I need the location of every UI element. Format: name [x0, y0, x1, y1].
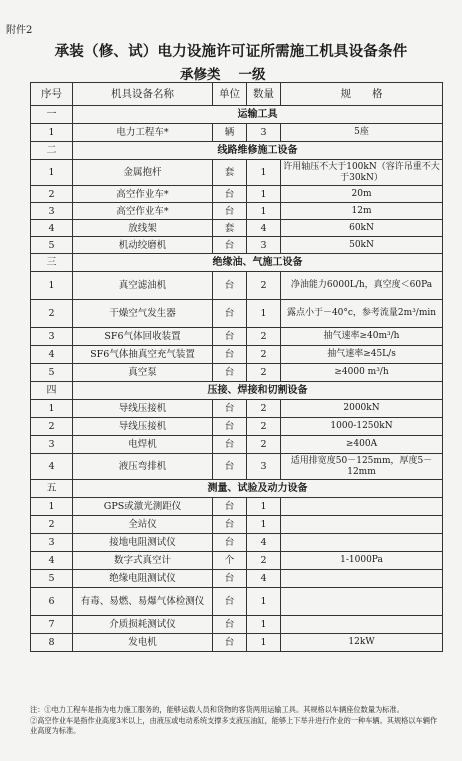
item-unit: 台	[213, 237, 247, 254]
item-quantity: 2	[247, 400, 281, 418]
item-name: SF6气体回收装置	[73, 328, 213, 346]
header-unit: 单位	[213, 83, 247, 106]
item-spec: 12m	[281, 203, 443, 220]
item-unit: 台	[213, 418, 247, 436]
item-number: 1	[31, 124, 73, 142]
section-row	[31, 254, 443, 272]
table-row	[31, 616, 443, 634]
item-name: 高空作业车*	[73, 203, 213, 220]
item-unit: 台	[213, 454, 247, 480]
item-name: 接地电阻测试仪	[73, 534, 213, 552]
item-number: 1	[31, 400, 73, 418]
item-spec: 20m	[281, 186, 443, 203]
note-2: ②高空作业车是指作业高度3米以上，由液压或电动系统支撑多支液压油缸，能够上下举升进行作业的一种车辆。其规格以车辆作业高度为标准。	[30, 715, 438, 735]
section-number: 三	[31, 254, 73, 272]
section-title: 压接、焊接和切割设备	[73, 382, 443, 400]
item-unit: 台	[213, 346, 247, 364]
table-row	[31, 552, 443, 570]
item-quantity: 2	[247, 436, 281, 454]
item-name: 数字式真空计	[73, 552, 213, 570]
item-number: 4	[31, 220, 73, 237]
table-row	[31, 328, 443, 346]
item-name: 金属抱杆	[73, 160, 213, 186]
item-unit: 个	[213, 552, 247, 570]
item-number: 4	[31, 552, 73, 570]
item-spec	[281, 516, 443, 534]
table-row	[31, 436, 443, 454]
item-spec	[281, 570, 443, 588]
item-unit: 台	[213, 400, 247, 418]
table-row	[31, 124, 443, 142]
section-number: 四	[31, 382, 73, 400]
item-unit: 台	[213, 364, 247, 382]
item-spec: 净油能力6000L/h，真空度＜60Pa	[281, 272, 443, 300]
level-label: 一级	[238, 67, 266, 83]
table-row	[31, 498, 443, 516]
item-number: 4	[31, 346, 73, 364]
item-unit: 台	[213, 634, 247, 652]
item-quantity: 2	[247, 418, 281, 436]
item-spec: 50kN	[281, 237, 443, 254]
table-row	[31, 588, 443, 616]
header-qty: 数量	[247, 83, 281, 106]
item-quantity: 1	[247, 516, 281, 534]
item-number: 3	[31, 436, 73, 454]
item-unit: 台	[213, 534, 247, 552]
item-spec: ≥4000 m³/h	[281, 364, 443, 382]
item-name: 机动绞磨机	[73, 237, 213, 254]
item-quantity: 2	[247, 552, 281, 570]
item-quantity: 1	[247, 203, 281, 220]
item-spec: 抽气速率≥40m³/h	[281, 328, 443, 346]
item-number: 2	[31, 516, 73, 534]
item-name: 电焊机	[73, 436, 213, 454]
item-number: 2	[31, 418, 73, 436]
section-number: 五	[31, 480, 73, 498]
item-spec	[281, 588, 443, 616]
item-name: 真空泵	[73, 364, 213, 382]
equipment-table	[30, 82, 443, 652]
item-quantity: 2	[247, 346, 281, 364]
item-unit: 台	[213, 498, 247, 516]
item-quantity: 4	[247, 570, 281, 588]
header-num: 序号	[31, 83, 73, 106]
document-title: 承装（修、试）电力设施许可证所需施工机具设备条件	[54, 43, 408, 60]
item-number: 3	[31, 534, 73, 552]
item-spec: ≥400A	[281, 436, 443, 454]
section-number: 二	[31, 142, 73, 160]
item-unit: 台	[213, 300, 247, 328]
item-unit: 台	[213, 436, 247, 454]
item-unit: 台	[213, 588, 247, 616]
item-quantity: 1	[247, 498, 281, 516]
item-name: 导线压接机	[73, 400, 213, 418]
item-quantity: 2	[247, 272, 281, 300]
item-spec	[281, 534, 443, 552]
table-row	[31, 160, 443, 186]
item-quantity: 1	[247, 160, 281, 186]
table-row	[31, 237, 443, 254]
section-row	[31, 382, 443, 400]
table-header-row	[31, 83, 443, 106]
section-title: 绝缘油、气施工设备	[73, 254, 443, 272]
item-number: 5	[31, 570, 73, 588]
table-row	[31, 400, 443, 418]
section-title: 线路维修施工设备	[73, 142, 443, 160]
item-quantity: 4	[247, 534, 281, 552]
item-spec: 许用轴压不大于100kN（容许吊重不大于30kN）	[281, 160, 443, 186]
item-unit: 台	[213, 272, 247, 300]
item-number: 1	[31, 160, 73, 186]
item-quantity: 2	[247, 328, 281, 346]
attachment-label: 附件2	[6, 25, 33, 36]
item-number: 5	[31, 364, 73, 382]
note-1: 注：①电力工程车是指为电力施工服务的，能够运载人员和货物的客货两用运输工具。其规格以车辆座位数量为标准。	[30, 705, 404, 714]
table-row	[31, 418, 443, 436]
table-row	[31, 516, 443, 534]
table-body	[31, 106, 443, 652]
item-spec: 60kN	[281, 220, 443, 237]
item-spec: 适用排宽度50－125mm，厚度5－12mm	[281, 454, 443, 480]
item-spec: 5座	[281, 124, 443, 142]
section-number: 一	[31, 106, 73, 124]
item-number: 8	[31, 634, 73, 652]
item-unit: 台	[213, 203, 247, 220]
item-unit: 台	[213, 328, 247, 346]
item-number: 7	[31, 616, 73, 634]
table-row	[31, 300, 443, 328]
item-quantity: 3	[247, 454, 281, 480]
item-name: 放线架	[73, 220, 213, 237]
section-title: 测量、试验及动力设备	[73, 480, 443, 498]
table-row	[31, 220, 443, 237]
notes	[30, 705, 444, 737]
item-name: 导线压接机	[73, 418, 213, 436]
section-row	[31, 142, 443, 160]
item-unit: 套	[213, 160, 247, 186]
item-spec: 1-1000Pa	[281, 552, 443, 570]
item-quantity: 1	[247, 186, 281, 203]
item-name: 电力工程车*	[73, 124, 213, 142]
item-quantity: 1	[247, 616, 281, 634]
item-unit: 台	[213, 616, 247, 634]
item-unit: 台	[213, 186, 247, 203]
item-unit: 台	[213, 516, 247, 534]
item-spec	[281, 498, 443, 516]
item-name: 有毒、易燃、易爆气体检测仪	[73, 588, 213, 616]
category-label: 承修类	[180, 67, 221, 83]
item-number: 3	[31, 328, 73, 346]
item-name: 全站仪	[73, 516, 213, 534]
section-row	[31, 106, 443, 124]
item-quantity: 1	[247, 300, 281, 328]
item-spec	[281, 616, 443, 634]
item-quantity: 3	[247, 237, 281, 254]
item-name: 干燥空气发生器	[73, 300, 213, 328]
item-unit: 辆	[213, 124, 247, 142]
item-name: 介质损耗测试仪	[73, 616, 213, 634]
item-number: 5	[31, 237, 73, 254]
item-name: SF6气体抽真空充气装置	[73, 346, 213, 364]
header-name: 机具设备名称	[73, 83, 213, 106]
item-name: 高空作业车*	[73, 186, 213, 203]
table-row	[31, 634, 443, 652]
table-row	[31, 272, 443, 300]
item-name: 绝缘电阻测试仪	[73, 570, 213, 588]
table-row	[31, 346, 443, 364]
item-quantity: 1	[247, 588, 281, 616]
item-spec: 抽气速率≥45L/s	[281, 346, 443, 364]
item-name: 发电机	[73, 634, 213, 652]
item-number: 3	[31, 203, 73, 220]
item-quantity: 4	[247, 220, 281, 237]
table-row	[31, 454, 443, 480]
item-spec: 露点小于－40°c，参考流量2m³/min	[281, 300, 443, 328]
table-row	[31, 186, 443, 203]
item-number: 6	[31, 588, 73, 616]
item-number: 1	[31, 272, 73, 300]
header-spec: 规 格	[281, 83, 443, 106]
item-number: 1	[31, 498, 73, 516]
item-unit: 台	[213, 570, 247, 588]
item-quantity: 1	[247, 634, 281, 652]
item-quantity: 2	[247, 364, 281, 382]
item-name: 液压弯排机	[73, 454, 213, 480]
item-unit: 套	[213, 220, 247, 237]
section-row	[31, 480, 443, 498]
section-title: 运输工具	[73, 106, 443, 124]
item-name: GPS或激光测距仪	[73, 498, 213, 516]
item-spec: 2000kN	[281, 400, 443, 418]
table-row	[31, 570, 443, 588]
table-row	[31, 534, 443, 552]
table-row	[31, 364, 443, 382]
item-number: 2	[31, 300, 73, 328]
item-spec: 1000-1250kN	[281, 418, 443, 436]
document-subtitle	[180, 63, 266, 83]
item-quantity: 3	[247, 124, 281, 142]
item-number: 2	[31, 186, 73, 203]
table-row	[31, 203, 443, 220]
item-number: 4	[31, 454, 73, 480]
item-name: 真空滤油机	[73, 272, 213, 300]
item-spec: 12kW	[281, 634, 443, 652]
